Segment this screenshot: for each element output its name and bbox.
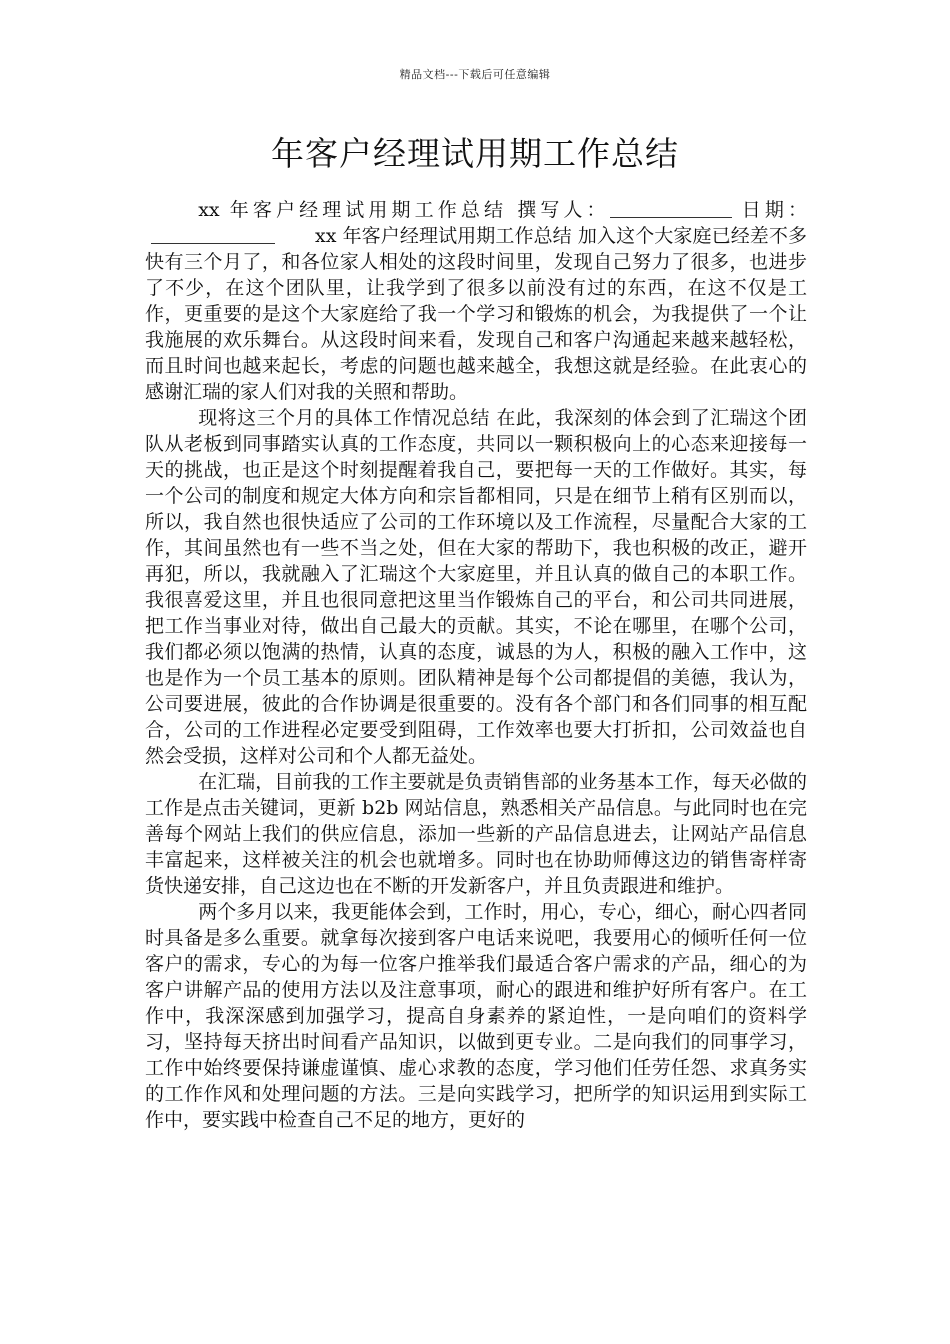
date-blank-line <box>151 224 275 244</box>
intro-paragraph <box>145 197 807 405</box>
document-title: 年客户经理试用期工作总结 <box>271 134 679 173</box>
author-blank-line <box>610 198 732 218</box>
body-paragraph-summary: 现将这三个月的具体工作情况总结 在此，我深刻的体会到了汇瑞这个团队从老板到同事踏实认真的工作态度，共同以一颗积极向上的心态来迎接每一天的挑战，也正是这个时刻提醒着我自己，要把每一天的工作做好。其实，每一个公司的制度和规定大体方向和宗旨都相同，只是在细节上稍有区别而以，所以，我自然也很快适应了公司的工作环境以及工作流程，尽量配合大家的工作，其间虽然也有一些不当之处，但在大家的帮助下，我也积极的改正，避开再犯，所以，我就融入了汇瑞这个大家庭里，并且认真的做自己的本职工作。我很喜爱这里，并且也很同意把这里当作锻炼自己的平台，和公司共同进展，把工作当事业对待，做出自己最大的贡献。其实，不论在哪里，在哪个公司，我们都必须以饱满的热情，认真的态度，诚恳的为人，积极的融入工作中，这也是作为一个员工基本的原则。团队精神是每个公司都提倡的美德，我认为，公司要进展，彼此的合作协调是很重要的。没有各个部门和各们同事的相互配合，公司的工作进程必定要受到阻碍，工作效率也要大打折扣，公司效益也自然会受损，这样对公司和个人都无益处。 <box>145 407 807 767</box>
intro-text: xx 年客户经理试用期工作总结 加入这个大家庭已经差不多快有三个月了，和各位家人相处的这段时间里，发现自己努力了很多，也进步了不少，在这个团队里，让我学到了很多以前没有过的东西，在这不仅是工作，更重要的是这个大家庭给了我一个学习和锻炼的机会，为我提供了一个让我施展的欢乐舞台。从这段时间来看，发现自己和客户沟通起来越来越轻松，而且时间也越来起长，考虑的问题也越来越全，我想这就是经验。在此衷心的感谢汇瑞的家人们对我的关照和帮助。 <box>145 225 807 403</box>
intro-date-label: 日期： <box>737 199 807 221</box>
body-paragraph-reflection: 两个多月以来，我更能体会到，工作时，用心，专心，细心，耐心四者同时具备是多么重要。就拿每次接到客户电话来说吧，我要用心的倾听任何一位客户的需求，专心的为每一位客户推举我们最适合客户需求的产品，细心的为客户讲解产品的使用方法以及注意事项，耐心的跟进和维护好所有客户。在工作中，我深深感到加强学习，提高自身素养的紧迫性，一是向咱们的资料学习，坚持每天挤出时间看产品知识，以做到更专业。二是向我们的同事学习，工作中始终要保持谦虚谨慎、虚心求教的态度，学习他们任劳任怨、求真务实的工作作风和处理问题的方法。三是向实践学习，把所学的知识运用到实际工作中，要实践中检查自己不足的地方，更好的 <box>145 901 807 1131</box>
page-header: 精品文档---下载后可任意编辑 <box>399 68 551 81</box>
document-body <box>145 197 807 1133</box>
body-paragraph-duties: 在汇瑞，目前我的工作主要就是负责销售部的业务基本工作，每天必做的工作是点击关键词，更新 b2b 网站信息，熟悉相关产品信息。与此同时也在完善每个网站上我们的供应信息，添加一些新的产品信息进去，让网站产品信息丰富起来，这样被关注的机会也就增多。同时也在协助师傅这边的销售寄样寄货快递安排，自己这边也在不断的开发新客户，并且负责跟进和维护。 <box>145 771 807 897</box>
intro-author-label: xx 年客户经理试用期工作总结 撰写人： <box>198 199 610 221</box>
